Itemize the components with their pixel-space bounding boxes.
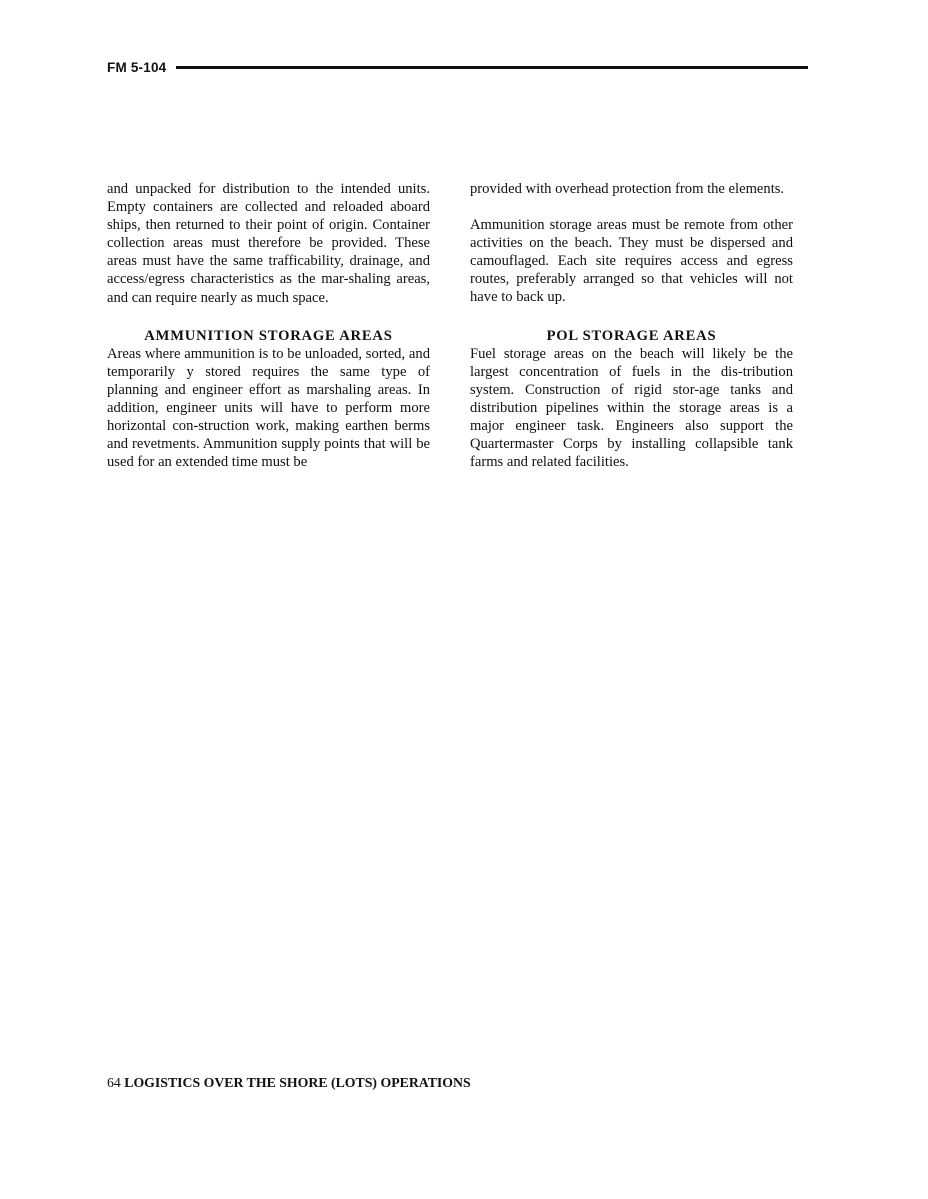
left-column bbox=[107, 180, 430, 471]
fuel-storage-paragraph: Fuel storage areas on the beach will likely be the largest concentration of fuels in the dis-tribution system. Construction of rigid stor-age tanks and distribution pipelines within the storage areas is a major engineer task. Engineers also support the Quartermaster Corps by installing collapsible tank farms and related facilities. bbox=[470, 345, 793, 471]
page-number: 64 bbox=[107, 1075, 121, 1090]
ammunition-areas-paragraph: Areas where ammunition is to be unloaded, sorted, and temporarily y stored requires the same type of planning and engineer effort as marshaling areas. In addition, engineer units will have to perform more horizontal con-struction work, making earthen berms and revetments. Ammunition supply points that will be used for an extended time must be bbox=[107, 345, 430, 471]
chapter-title: LOGISTICS OVER THE SHORE (LOTS) OPERATIONS bbox=[124, 1075, 471, 1090]
manual-number: FM 5-104 bbox=[107, 59, 167, 75]
ammunition-remote-paragraph: Ammunition storage areas must be remote from other activities on the beach. They must be dispersed and camouflaged. Each site requires access and egress routes, preferably arranged so that vehicles will not have to back up. bbox=[470, 217, 793, 306]
overhead-protection-paragraph: provided with overhead protection from the elements. bbox=[470, 181, 785, 197]
page-footer bbox=[107, 1075, 471, 1091]
page-header bbox=[107, 58, 808, 76]
ammunition-storage-heading: AMMUNITION STORAGE AREAS bbox=[144, 327, 393, 344]
container-collection-paragraph: and unpacked for distribution to the intended units. Empty containers are collected and reloaded aboard ships, then returned to their point of origin. Container collection areas must therefore be provided. These areas must have the same trafficability, drainage, and access/egress characteristics as the mar-shaling areas, and can require nearly as much space. bbox=[107, 181, 430, 306]
pol-storage-heading: POL STORAGE AREAS bbox=[546, 327, 717, 344]
right-column bbox=[470, 180, 793, 471]
header-rule bbox=[176, 66, 808, 69]
